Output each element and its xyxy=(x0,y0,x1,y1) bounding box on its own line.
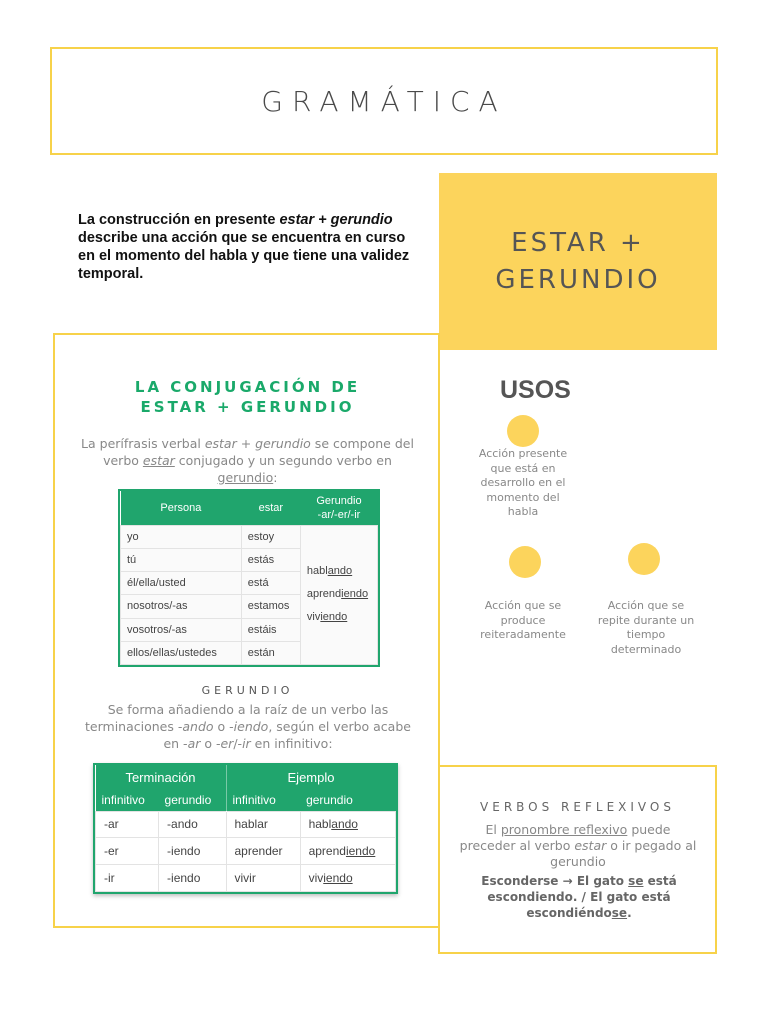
gerund-formation-table: Terminación Ejemplo infinitivo gerundio infinitivo gerundio -ar -ando hablar hablando -er -iendo aprender aprendiendo -ir -iendo vivir viviendo xyxy=(93,763,398,894)
gerund-examples: hablando aprendiendo viviendo xyxy=(300,525,377,665)
header-gerundio: Gerundio -ar/-er/-ir xyxy=(300,491,377,525)
header-terminacion: Terminación xyxy=(96,765,227,789)
bullet-dot xyxy=(507,415,539,447)
banner-line-1: ESTAR + xyxy=(511,227,645,258)
table-row: él/ella/usted está xyxy=(121,572,378,595)
conjugation-title: LA CONJUGACIÓN DE ESTAR + GERUNDIO xyxy=(134,378,361,416)
reflexive-title: VERBOS REFLEXIVOS xyxy=(480,800,675,814)
header-estar: estar xyxy=(241,491,300,525)
reflexive-description: El pronombre reflexivo puede preceder al verbo estar o ir pegado al gerundio xyxy=(459,822,697,869)
conjugation-description: La perífrasis verbal estar + gerundio se compone del verbo estar conjugado y un segundo verbo en gerundio: xyxy=(81,436,414,485)
uso-item-2: Acción que se produce reiteradamente xyxy=(480,599,566,641)
table-row: -ar -ando hablar hablando xyxy=(96,811,396,838)
page-title: GRAMÁTICA xyxy=(261,84,507,118)
table-row: -er -iendo aprender aprendiendo xyxy=(96,838,396,865)
table-row: vosotros/-as estáis xyxy=(121,618,378,641)
table-row: tú estás xyxy=(121,548,378,571)
bullet-dot xyxy=(509,546,541,578)
usos-title: USOS xyxy=(500,376,571,404)
gerundio-title: GERUNDIO xyxy=(201,684,294,697)
header-ejemplo: Ejemplo xyxy=(226,765,396,789)
bullet-dot xyxy=(628,543,660,575)
uso-item-1: Acción presente que está en desarrollo en el momento del habla xyxy=(478,447,568,518)
table-row: nosotros/-as estamos xyxy=(121,595,378,618)
table-row: ellos/ellas/ustedes están xyxy=(121,641,378,664)
reflexive-example: Esconderse → El gato se está escondiendo. / El gato está escondiéndose. xyxy=(481,874,677,920)
table-row: -ir -iendo vivir viviendo xyxy=(96,865,396,892)
usos-panel xyxy=(438,349,717,765)
gerundio-description: Se forma añadiendo a la raíz de un verbo las terminaciones -ando o -iendo, según el verbo acabe en -ar o -er/-ir en infinitivo: xyxy=(85,702,411,751)
conjugation-table xyxy=(118,489,380,667)
title-box xyxy=(50,47,718,155)
header-persona: Persona xyxy=(121,491,242,525)
uso-item-3: Acción que se repite durante un tiempo determinado xyxy=(597,599,695,656)
banner-line-2: GERUNDIO xyxy=(495,264,661,295)
table-row: yo estoy hablando aprendiendo viviendo xyxy=(121,525,378,548)
estar-gerundio-banner xyxy=(439,173,717,350)
intro-text: La construcción en presente estar + gerundio describe una acción que se encuentra en curso en el momento del habla y que tiene una validez temporal. xyxy=(78,212,410,282)
